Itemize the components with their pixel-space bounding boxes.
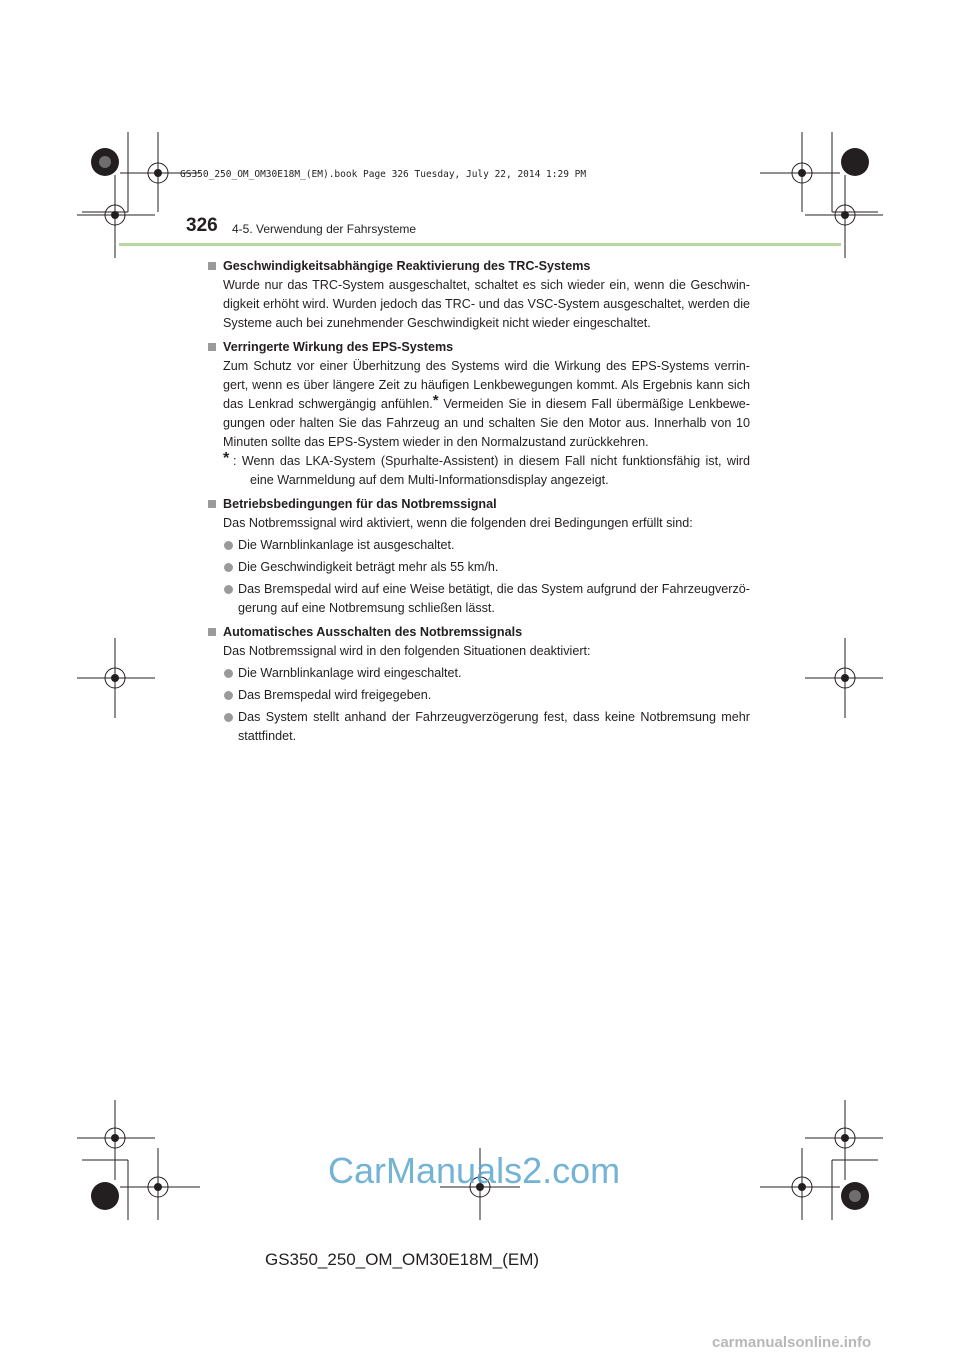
page-content <box>208 255 750 746</box>
square-bullet-icon <box>208 343 216 351</box>
list-item <box>208 664 750 683</box>
list-item-text: Die Warnblinkanlage ist ausgeschaltet. <box>238 538 455 552</box>
section-heading <box>208 338 750 357</box>
list-item-text: Das Bremspedal wird freigegeben. <box>238 688 432 702</box>
list-item-text: Die Warnblinkanlage wird eingeschaltet. <box>238 666 462 680</box>
paragraph: Wurde nur das TRC-System ausgeschaltet, schaltet es sich wieder ein, wenn die Geschwin- digkeit erhöht wird. Wurden jedoch das TRC- und das VSC-System ausgeschaltet, werden die Systeme auch bei zunehmender Geschwindigkeit nicht wieder eingeschaltet. <box>223 278 750 330</box>
list-item-text: Das System stellt anhand der Fahrzeugverzögerung fest, dass keine Notbremsung mehr stattfindet. <box>238 710 750 743</box>
square-bullet-icon <box>208 500 216 508</box>
watermark-logo[interactable]: CarManuals2.com <box>328 1150 621 1191</box>
round-bullet-icon <box>224 563 233 572</box>
heading-text: Geschwindigkeitsabhängige Reaktivierung des TRC-Systems <box>223 259 591 273</box>
footnote-asterisk: * <box>223 450 230 467</box>
paragraph: Das Notbremssignal wird in den folgenden Situationen deaktiviert: <box>223 644 591 658</box>
paragraph: Das Notbremssignal wird aktiviert, wenn die folgenden drei Bedingungen erfüllt sind: <box>223 516 693 530</box>
section-heading <box>208 623 750 642</box>
book-info: GS350_250_OM_OM30E18M_(EM).book Page 326 Tuesday, July 22, 2014 1:29 PM <box>180 169 587 180</box>
square-bullet-icon <box>208 262 216 270</box>
heading-text: Verringerte Wirkung des EPS-Systems <box>223 340 454 354</box>
round-bullet-icon <box>224 691 233 700</box>
paragraph-part: Vermeiden Sie in diesem Fall übermäßige Lenkbewe- gungen oder halten Sie das Fahrzeug an und schalten Sie den Motor aus. Innerhalb von 10 Minuten sollte das EPS-System wieder in den Normalzustand zurückkehren. <box>223 397 751 449</box>
paragraph-part: Zum Schutz vor einer Überhitzung des Systems wird die Wirkung des EPS-Systems verrin- gert, wenn es über längere Zeit zu häufigen Lenkbewegungen kommt. Als Ergebnis kann sich das Lenkrad schwergängig anfühlen. <box>223 359 750 411</box>
list-item <box>208 686 750 705</box>
list-item-text: Das Bremspedal wird auf eine Weise betätigt, die das System aufgrund der Fahrzeugverzö- gerung auf eine Notbremsung schließen lässt. <box>238 582 750 615</box>
list-item <box>208 580 750 618</box>
document-code: GS350_250_OM_OM30E18M_(EM) <box>265 1250 540 1269</box>
list-item <box>208 708 750 746</box>
section-heading <box>208 495 750 514</box>
footnote-text: : Wenn das LKA-System (Spurhalte-Assistent) in diesem Fall nicht funktionsfähig ist, wird eine Warnmeldung auf dem Multi-Informationsdisplay angezeigt. <box>233 454 750 487</box>
list-item <box>208 536 750 555</box>
section-title: 4-5. Verwendung der Fahrsysteme <box>232 222 417 236</box>
heading-text: Betriebsbedingungen für das Notbremssignal <box>223 497 497 511</box>
round-bullet-icon <box>224 669 233 678</box>
round-bullet-icon <box>224 541 233 550</box>
heading-text: Automatisches Ausschalten des Notbremssignals <box>223 625 523 639</box>
page-number: 326 <box>186 215 218 236</box>
list-item <box>208 558 750 577</box>
header-rule <box>119 243 841 246</box>
footnote <box>208 452 750 490</box>
watermark-site[interactable]: carmanualsonline.info <box>712 1334 872 1351</box>
list-item-text: Die Geschwindigkeit beträgt mehr als 55 km/h. <box>238 560 499 574</box>
square-bullet-icon <box>208 628 216 636</box>
round-bullet-icon <box>224 713 233 722</box>
round-bullet-icon <box>224 585 233 594</box>
section-heading <box>208 257 750 276</box>
paragraph <box>208 357 750 452</box>
footnote-marker: * <box>432 392 439 409</box>
